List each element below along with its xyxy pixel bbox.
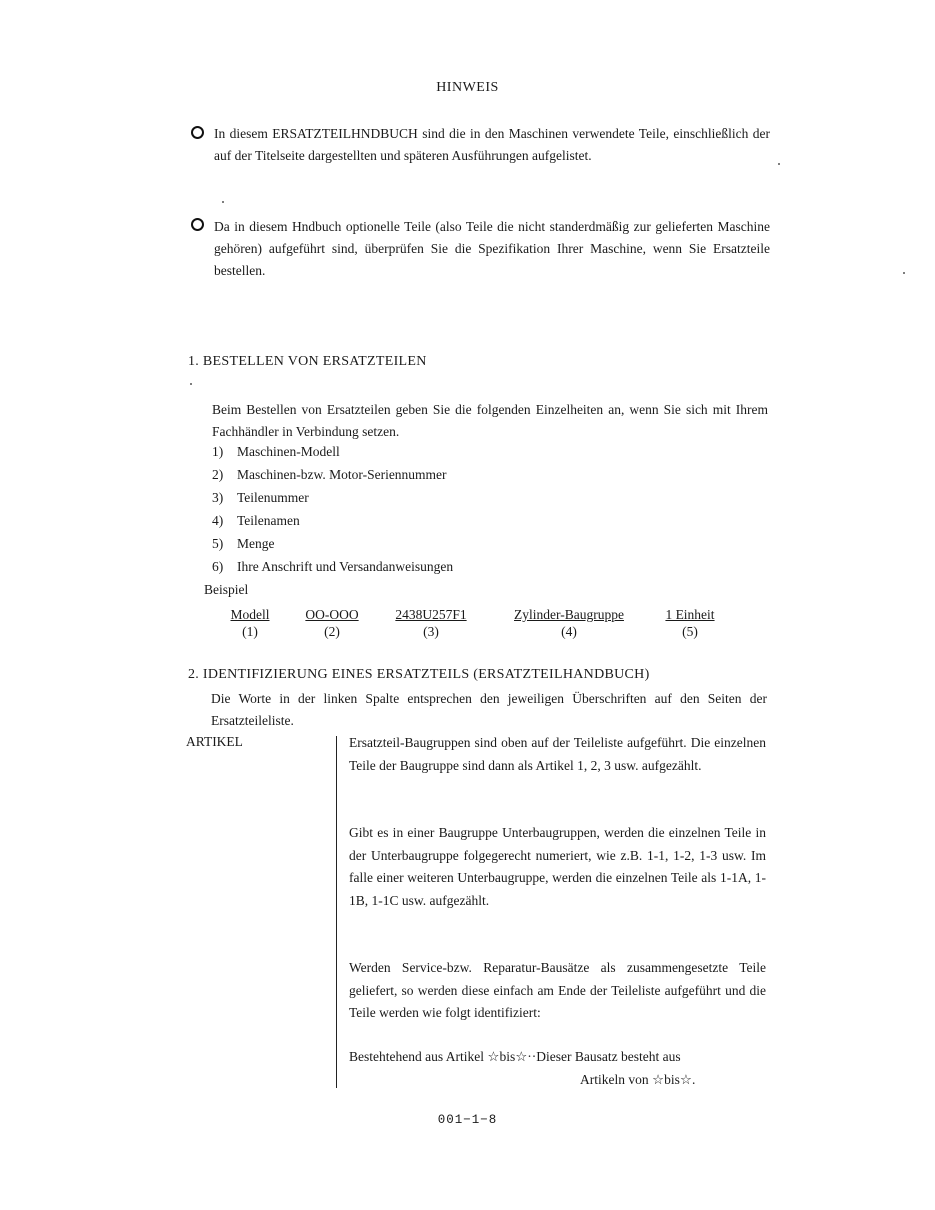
scan-speck (222, 201, 224, 203)
column-label: ARTIKEL (186, 734, 243, 749)
list-item: 3) Teilenummer (212, 490, 309, 505)
example-column: Modell (1) (230, 607, 270, 639)
example-column: 1 Einheit (5) (665, 607, 715, 639)
page-number: 001−1−8 (437, 1113, 498, 1127)
section-intro: Beim Bestellen von Ersatzteilen geben Sie die folgenden Einzelheiten an, wenn Sie sich mit Ihrem Fachhändler in Verbindung setzen. (212, 402, 768, 439)
kit-line: Bestehtehend aus Artikel ☆bis☆··Dieser Bausatz besteht aus (349, 1049, 681, 1064)
column-paragraph: Ersatzteil-Baugruppen sind oben auf der Teileliste aufgeführt. Die einzelnen Teile der Baugruppe sind dann als Artikel 1, 2, 3 usw. aufgezählt. (349, 735, 766, 773)
list-item: 1) Maschinen-Modell (212, 444, 340, 459)
column-divider (336, 736, 337, 1088)
list-item: 4) Teilenamen (212, 513, 300, 528)
scan-speck (190, 383, 192, 385)
section-heading: 2. IDENTIFIZIERUNG EINES ERSATZTEILS (ERSATZTEILHANDBUCH) (188, 667, 650, 682)
list-item: 2) Maschinen-bzw. Motor-Seriennummer (212, 467, 447, 482)
example-label: Beispiel (204, 582, 249, 597)
page-title: HINWEIS (436, 80, 499, 95)
circle-bullet-icon (191, 126, 204, 139)
column-paragraph: Werden Service-bzw. Reparatur-Bausätze als zusammengesetzte Teile geliefert, so werden diese einfach am Ende der Teileliste aufgeführt und die Teile werden wie folgt identifiziert: (349, 960, 766, 1020)
column-paragraph: Gibt es in einer Baugruppe Unterbaugruppen, werden die einzelnen Teile in der Unterbaugruppe folgegerecht numeriert, wie z.B. 1-1, 1-2, 1-3 usw. Im falle einer weiteren Unterbaugruppe, werden die einzelnen Teile als 1-1A, 1-1B, 1-1C usw. aufgezählt. (349, 825, 766, 908)
example-column: 2438U257F1 (3) (395, 607, 467, 639)
section-heading: 1. BESTELLEN VON ERSATZTEILEN (188, 354, 427, 369)
list-item: 6) Ihre Anschrift und Versandanweisungen (212, 559, 454, 574)
scan-speck (903, 272, 905, 274)
list-item: 5) Menge (212, 536, 275, 551)
scan-speck (778, 163, 780, 165)
kit-line-continuation: Artikeln von ☆bis☆. (580, 1072, 696, 1087)
note-paragraph: Da in diesem Hndbuch optionelle Teile (also Teile die nicht standerdmäßig zur gelieferten Maschine gehören) aufgeführt sind, überprüfen Sie die Spezifikation Ihrer Maschine, wenn Sie Ersatzteile bestellen. (214, 219, 770, 278)
example-column: Zylinder-Baugruppe (4) (514, 607, 624, 639)
note-paragraph: In diesem ERSATZTEILHNDBUCH sind die in den Maschinen verwendete Teile, einschließlich der auf der Titelseite dargestellten und späteren Ausführungen aufgelistet. (214, 126, 770, 163)
circle-bullet-icon (191, 218, 204, 231)
example-column: OO-OOO (2) (305, 607, 359, 639)
section-intro: Die Worte in der linken Spalte entsprechen den jeweiligen Überschriften auf den Seiten der Ersatzteileliste. (211, 691, 767, 728)
